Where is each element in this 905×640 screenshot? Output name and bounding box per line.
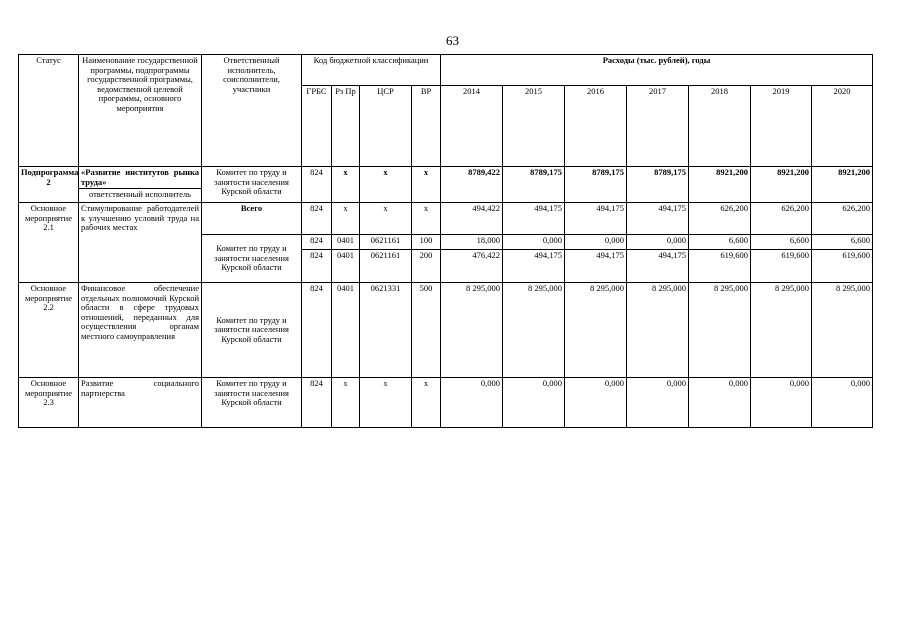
page-number: 63 — [446, 33, 459, 48]
cell-value: 0,000 — [503, 378, 565, 428]
cell-value: 6,600 — [689, 235, 751, 250]
table-row — [19, 378, 873, 428]
header-year: 2018 — [689, 86, 751, 167]
cell-value: 619,600 — [751, 250, 812, 283]
cell-value: 476,422 — [441, 250, 503, 283]
cell-value: 8789,175 — [503, 167, 565, 203]
cell-rzpr: х — [332, 167, 360, 203]
cell-value: 494,175 — [627, 250, 689, 283]
cell-value: 8789,422 — [441, 167, 503, 203]
cell-value: 0,000 — [812, 378, 873, 428]
row-status: Основное мероприятие 2.2 — [19, 283, 79, 378]
cell-value: 18,000 — [441, 235, 503, 250]
cell-value: 626,200 — [689, 203, 751, 235]
row-responsible: Комитет по труду и занятости населения Курской области — [202, 378, 302, 428]
cell-value: 494,175 — [627, 203, 689, 235]
cell-value: 6,600 — [812, 235, 873, 250]
row-name: Развитие социального партнерства — [79, 378, 202, 428]
header-year: 2014 — [441, 86, 503, 167]
cell-value: 8 295,000 — [751, 283, 812, 378]
header-row-top — [19, 55, 873, 86]
cell-value: 8921,200 — [689, 167, 751, 203]
cell-value: 8921,200 — [751, 167, 812, 203]
cell-rzpr: х — [332, 378, 360, 428]
table-row — [19, 283, 873, 378]
cell-value: 494,175 — [503, 250, 565, 283]
cell-value: 626,200 — [812, 203, 873, 235]
cell-value: 0,000 — [689, 378, 751, 428]
row-responsible: Комитет по труду и занятости населения Курской области — [202, 167, 302, 203]
cell-value: 8 295,000 — [627, 283, 689, 378]
cell-rzpr: х — [332, 203, 360, 235]
cell-value: 494,422 — [441, 203, 503, 235]
cell-vr: х — [412, 378, 441, 428]
row-status: Основное мероприятие 2.1 — [19, 203, 79, 283]
header-vr: ВР — [412, 86, 441, 167]
cell-value: 619,600 — [812, 250, 873, 283]
cell-csr: 0621161 — [360, 250, 412, 283]
header-responsible: Ответственный исполнитель, соисполнители, участники — [202, 55, 302, 167]
cell-value: 8 295,000 — [812, 283, 873, 378]
cell-value: 8921,200 — [812, 167, 873, 203]
cell-csr: 0621161 — [360, 235, 412, 250]
row-name-sub: ответственный исполнитель — [79, 189, 202, 203]
budget-table — [18, 54, 873, 428]
cell-vr: 500 — [412, 283, 441, 378]
cell-value: 619,600 — [689, 250, 751, 283]
cell-vr: х — [412, 167, 441, 203]
cell-grbs: 824 — [302, 283, 332, 378]
header-year: 2020 — [812, 86, 873, 167]
cell-value: 8 295,000 — [441, 283, 503, 378]
cell-value: 8789,175 — [627, 167, 689, 203]
row-responsible-total: Всего — [202, 203, 302, 235]
cell-value: 0,000 — [627, 378, 689, 428]
header-name: Наименование государственной программы, подпрограммы государственной программы, ведомственной целевой программы, основного мероприятия — [79, 55, 202, 167]
cell-value: 494,175 — [565, 250, 627, 283]
cell-value: 6,600 — [751, 235, 812, 250]
cell-value: 8 295,000 — [565, 283, 627, 378]
cell-value: 8 295,000 — [689, 283, 751, 378]
row-name: Стимулирование работодателей к улучшению условий труда на рабочих местах — [79, 203, 202, 283]
header-rzpr: Рз Пр — [332, 86, 360, 167]
header-year: 2017 — [627, 86, 689, 167]
cell-csr: х — [360, 203, 412, 235]
cell-value: 0,000 — [565, 235, 627, 250]
cell-value: 0,000 — [627, 235, 689, 250]
header-expenses-group: Расходы (тыс. рублей), годы — [441, 55, 873, 86]
cell-rzpr: 0401 — [332, 283, 360, 378]
cell-csr: х — [360, 167, 412, 203]
cell-vr: 200 — [412, 250, 441, 283]
cell-value: 0,000 — [441, 378, 503, 428]
row-status: Основное мероприятие 2.3 — [19, 378, 79, 428]
header-year: 2015 — [503, 86, 565, 167]
header-csr: ЦСР — [360, 86, 412, 167]
cell-grbs: 824 — [302, 167, 332, 203]
cell-vr: 100 — [412, 235, 441, 250]
row-name: «Развитие институтов рынка труда» — [79, 167, 202, 189]
header-status: Статус — [19, 55, 79, 167]
cell-grbs: 824 — [302, 235, 332, 250]
header-year: 2016 — [565, 86, 627, 167]
cell-value: 0,000 — [751, 378, 812, 428]
cell-value: 494,175 — [565, 203, 627, 235]
cell-value: 626,200 — [751, 203, 812, 235]
cell-rzpr: 0401 — [332, 235, 360, 250]
cell-value: 8 295,000 — [503, 283, 565, 378]
header-grbs: ГРБС — [302, 86, 332, 167]
row-responsible: Комитет по труду и занятости населения Курской области — [202, 283, 302, 378]
cell-grbs: 824 — [302, 378, 332, 428]
row-responsible: Комитет по труду и занятости населения Курской области — [202, 235, 302, 283]
cell-vr: х — [412, 203, 441, 235]
row-status: Подпрограмма 2 — [19, 167, 79, 203]
header-code-group: Код бюджетной классификации — [302, 55, 441, 86]
cell-value: 0,000 — [503, 235, 565, 250]
cell-value: 494,175 — [503, 203, 565, 235]
cell-grbs: 824 — [302, 203, 332, 235]
cell-grbs: 824 — [302, 250, 332, 283]
cell-csr: х — [360, 378, 412, 428]
cell-csr: 0621331 — [360, 283, 412, 378]
cell-value: 0,000 — [565, 378, 627, 428]
cell-rzpr: 0401 — [332, 250, 360, 283]
header-year: 2019 — [751, 86, 812, 167]
row-name: Финансовое обеспечение отдельных полномочий Курской области в сфере трудовых отношений, переданных для осуществления органам местного самоуправления — [79, 283, 202, 378]
cell-value: 8789,175 — [565, 167, 627, 203]
